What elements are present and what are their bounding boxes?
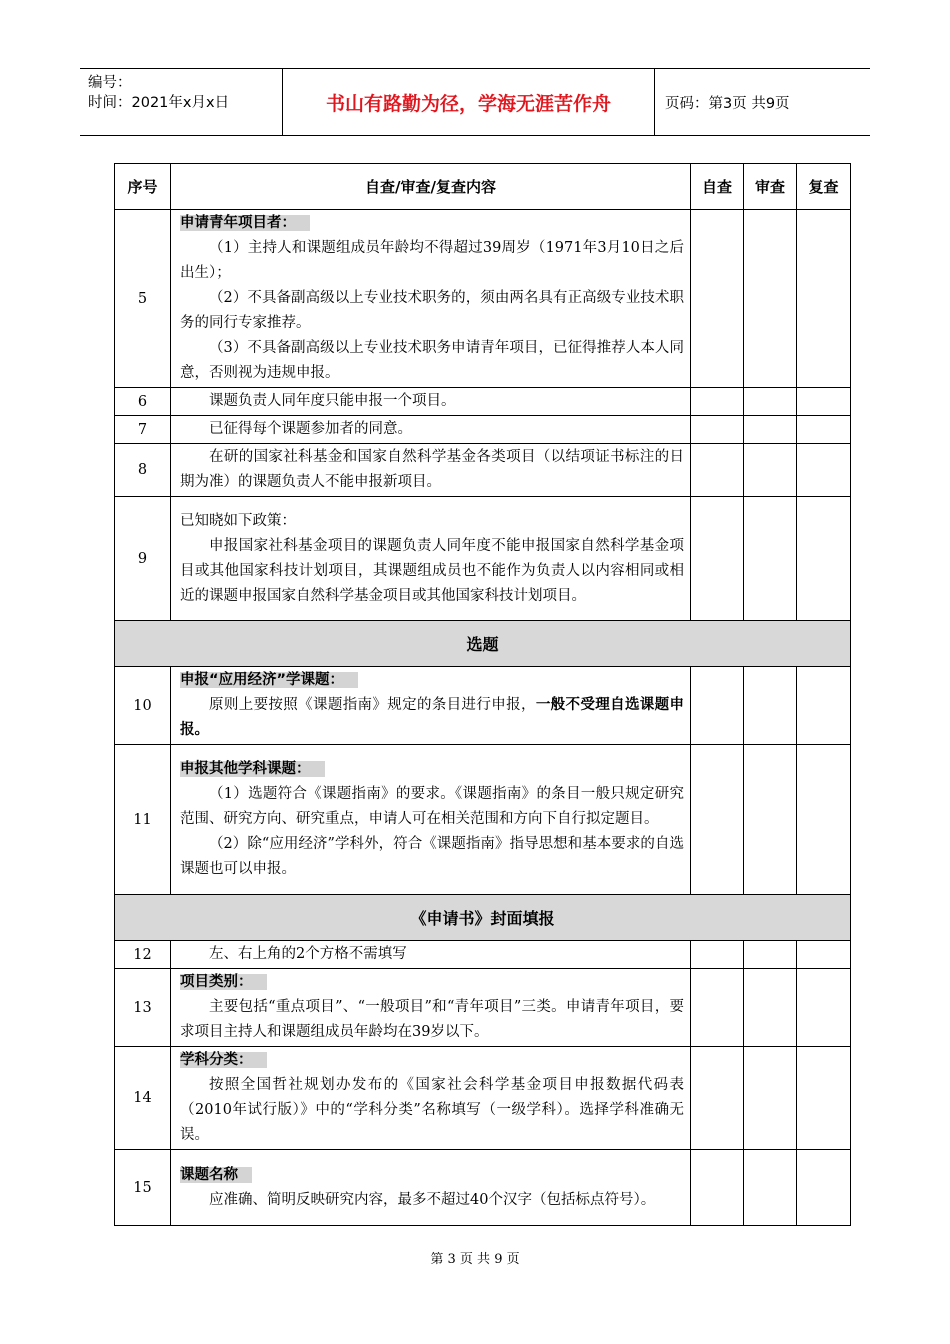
- self-check-cell[interactable]: [691, 210, 744, 388]
- row-number: 11: [115, 745, 171, 895]
- row-content: [171, 745, 691, 895]
- row-paragraph: （2）不具备副高级以上专业技术职务的，须由两名具有正高级专业技术职务的同行专家推荐。: [180, 290, 684, 331]
- header-meta: [80, 69, 283, 135]
- table-row: [115, 388, 851, 416]
- recheck-cell[interactable]: [797, 416, 851, 444]
- self-check-cell[interactable]: [691, 444, 744, 497]
- code-label: 编号：: [88, 75, 132, 91]
- row-title: 申报其他学科课题：: [180, 761, 325, 777]
- row-content: [171, 941, 691, 969]
- recheck-cell[interactable]: [797, 745, 851, 895]
- review-cell[interactable]: [744, 388, 797, 416]
- col-header-content: 自查/审查/复查内容: [171, 164, 691, 210]
- row-paragraph: 应准确、简明反映研究内容，最多不超过40个汉字（包括标点符号）。: [209, 1191, 656, 1208]
- table-row: [115, 1047, 851, 1150]
- checklist-table: [114, 163, 851, 1226]
- col-header-no: 序号: [115, 164, 171, 210]
- section-row: [115, 621, 851, 667]
- col-header-review: 审查: [744, 164, 797, 210]
- row-text-emphasis: 一般不受理自选课题申报。: [180, 697, 685, 738]
- row-title: 学科分类：: [180, 1052, 267, 1068]
- row-number: 8: [115, 444, 171, 497]
- self-check-cell[interactable]: [691, 745, 744, 895]
- recheck-cell[interactable]: [797, 667, 851, 745]
- recheck-cell[interactable]: [797, 1047, 851, 1150]
- row-paragraph: 左、右上角的2个方格不需填写: [209, 946, 407, 962]
- row-paragraph: （1）选题符合《课题指南》的要求。《课题指南》的条目一般只规定研究范围、研究方向、研究重点，申请人可在相关范围和方向下自行拟定题目。: [180, 786, 684, 827]
- recheck-cell[interactable]: [797, 1150, 851, 1226]
- col-header-self-check: 自查: [691, 164, 744, 210]
- recheck-cell[interactable]: [797, 969, 851, 1047]
- row-number: 10: [115, 667, 171, 745]
- row-title: 申报“应用经济”学课题：: [180, 672, 358, 688]
- review-cell[interactable]: [744, 667, 797, 745]
- table-row: [115, 416, 851, 444]
- review-cell[interactable]: [744, 941, 797, 969]
- row-title: 课题名称: [180, 1167, 252, 1183]
- recheck-cell[interactable]: [797, 941, 851, 969]
- page-header: [80, 68, 870, 136]
- row-content: [171, 416, 691, 444]
- row-content: [171, 497, 691, 621]
- table-row: [115, 745, 851, 895]
- table-row: [115, 667, 851, 745]
- review-cell[interactable]: [744, 444, 797, 497]
- row-number: 13: [115, 969, 171, 1047]
- row-number: 15: [115, 1150, 171, 1226]
- row-title: 申请青年项目者：: [180, 215, 310, 231]
- header-motto: 书山有路勤为径，学海无涯苦作舟: [283, 69, 655, 135]
- self-check-cell[interactable]: [691, 941, 744, 969]
- self-check-cell[interactable]: [691, 1150, 744, 1226]
- table-row: [115, 969, 851, 1047]
- row-paragraph: 按照全国哲社规划办发布的《国家社会科学基金项目申报数据代码表（2010年试行版）》中的“学科分类”名称填写（一级学科）。选择学科准确无误。: [180, 1077, 684, 1143]
- review-cell[interactable]: [744, 745, 797, 895]
- row-paragraph: 课题负责人同年度只能申报一个项目。: [209, 393, 456, 409]
- row-number: 9: [115, 497, 171, 621]
- review-cell[interactable]: [744, 969, 797, 1047]
- row-paragraph: [180, 693, 684, 743]
- row-number: 7: [115, 416, 171, 444]
- row-content: [171, 667, 691, 745]
- row-number: 14: [115, 1047, 171, 1150]
- row-content: [171, 210, 691, 388]
- row-number: 6: [115, 388, 171, 416]
- row-content: [171, 1150, 691, 1226]
- row-number: 5: [115, 210, 171, 388]
- table-row: [115, 1150, 851, 1226]
- row-paragraph: 主要包括“重点项目”、“一般项目”和“青年项目”三类。申请青年项目，要求项目主持人和课题组成员年龄均在39岁以下。: [180, 999, 684, 1040]
- self-check-cell[interactable]: [691, 667, 744, 745]
- row-paragraph: 已征得每个课题参加者的同意。: [209, 421, 412, 437]
- row-content: [171, 388, 691, 416]
- row-text: 原则上要按照《课题指南》规定的条目进行申报，: [209, 697, 536, 713]
- review-cell[interactable]: [744, 1047, 797, 1150]
- section-title: 《申请书》封面填报: [115, 895, 851, 941]
- row-title: 项目类别：: [180, 974, 267, 990]
- recheck-cell[interactable]: [797, 210, 851, 388]
- row-paragraph: 在研的国家社科基金和国家自然科学基金各类项目（以结项证书标注的日期为准）的课题负责人不能申报新项目。: [180, 449, 684, 490]
- table-row: [115, 210, 851, 388]
- row-content: [171, 444, 691, 497]
- review-cell[interactable]: [744, 210, 797, 388]
- recheck-cell[interactable]: [797, 497, 851, 621]
- row-paragraph: 已知晓如下政策：: [180, 512, 296, 529]
- time-text: 时间：2021年x月x日: [88, 95, 230, 111]
- review-cell[interactable]: [744, 1150, 797, 1226]
- recheck-cell[interactable]: [797, 444, 851, 497]
- table-row: [115, 497, 851, 621]
- review-cell[interactable]: [744, 497, 797, 621]
- row-paragraph: （3）不具备副高级以上专业技术职务申请青年项目，已征得推荐人本人同意，否则视为违规申报。: [180, 340, 684, 381]
- row-content: [171, 1047, 691, 1150]
- self-check-cell[interactable]: [691, 497, 744, 621]
- row-content: [171, 969, 691, 1047]
- table-header-row: [115, 164, 851, 210]
- row-paragraph: （2）除“应用经济”学科外，符合《课题指南》指导思想和基本要求的自选课题也可以申报。: [180, 836, 684, 877]
- section-title: 选题: [115, 621, 851, 667]
- col-header-recheck: 复查: [797, 164, 851, 210]
- self-check-cell[interactable]: [691, 416, 744, 444]
- page-footer: 第 3 页 共 9 页: [430, 1252, 520, 1267]
- review-cell[interactable]: [744, 416, 797, 444]
- self-check-cell[interactable]: [691, 388, 744, 416]
- table-row: [115, 444, 851, 497]
- header-page-code: 页码：第3页 共9页: [665, 95, 790, 112]
- row-paragraph: 申报国家社科基金项目的课题负责人同年度不能申报国家自然科学基金项目或其他国家科技计划项目，其课题组成员也不能作为负责人以内容相同或相近的课题申报国家自然科学基金项目或其他国家科技计划项目。: [180, 537, 684, 604]
- row-paragraph: （1）主持人和课题组成员年龄均不得超过39周岁（1971年3月10日之后出生）；: [180, 240, 684, 281]
- self-check-cell[interactable]: [691, 1047, 744, 1150]
- self-check-cell[interactable]: [691, 969, 744, 1047]
- recheck-cell[interactable]: [797, 388, 851, 416]
- table-row: [115, 941, 851, 969]
- section-row: [115, 895, 851, 941]
- row-number: 12: [115, 941, 171, 969]
